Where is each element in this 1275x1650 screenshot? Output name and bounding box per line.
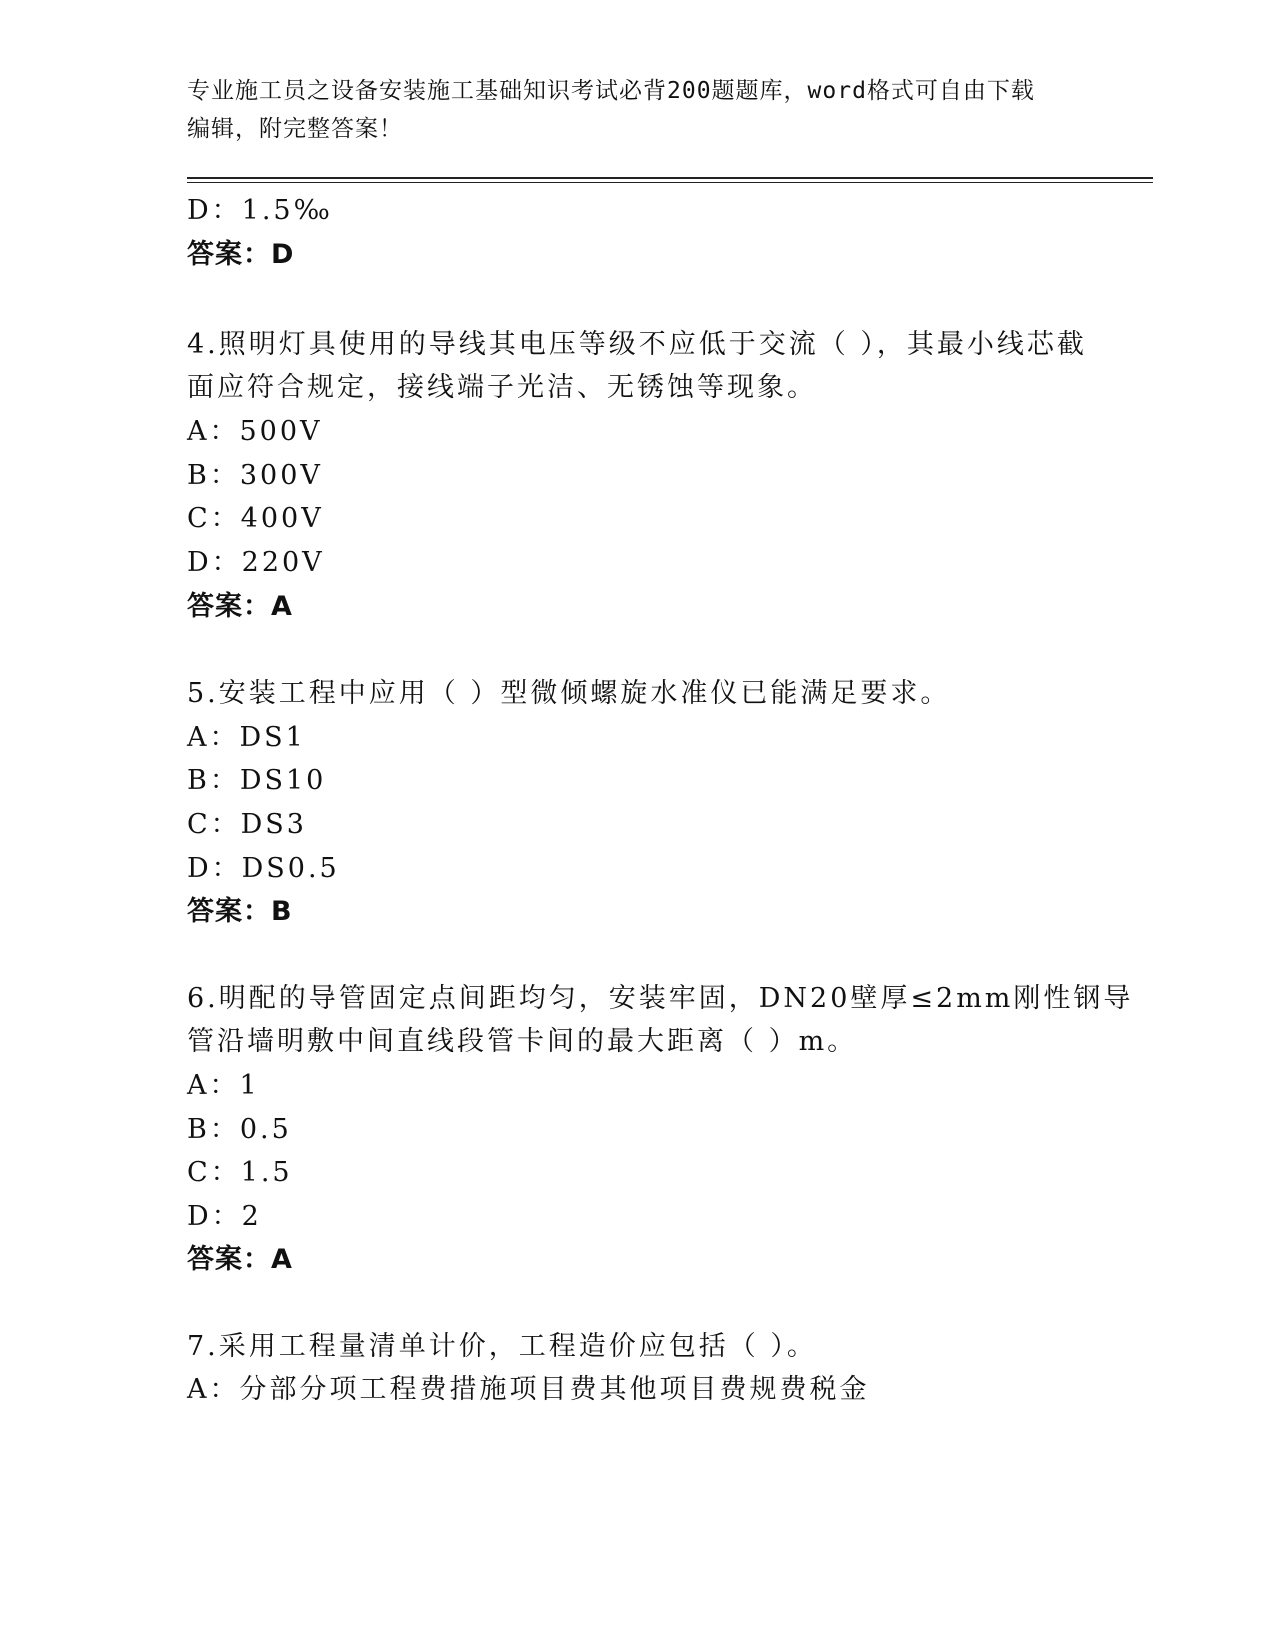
q7-option-a: A：分部分项工程费措施项目费其他项目费规费税金	[187, 1374, 870, 1405]
q5-option-b: B：DS10	[187, 765, 327, 796]
q3-option-d: D：1.5‰	[187, 195, 333, 226]
q4-option-b: B：300V	[187, 460, 323, 491]
q4-answer: 答案：A	[187, 591, 293, 622]
header-divider-thick	[187, 177, 1153, 179]
q6-answer: 答案：A	[187, 1244, 293, 1275]
q5-option-a: A：DS1	[187, 722, 306, 753]
q5-option-d: D：DS0.5	[187, 853, 340, 884]
header-divider-thin	[187, 182, 1153, 183]
q5-option-c: C：DS3	[187, 809, 307, 840]
q4-stem-line2: 面应符合规定，接线端子光洁、无锈蚀等现象。	[187, 372, 817, 403]
q5-answer: 答案：B	[187, 896, 293, 927]
q3-answer: 答案：D	[187, 239, 295, 270]
header-title-line2: 编辑，附完整答案！	[187, 116, 403, 142]
q6-option-c: C：1.5	[187, 1157, 293, 1188]
header-title-line1: 专业施工员之设备安装施工基础知识考试必背200题题库，word格式可自由下载	[187, 78, 1035, 104]
q4-stem-line1: 4.照明灯具使用的导线其电压等级不应低于交流（ ），其最小线芯截	[187, 329, 1087, 360]
document-header	[187, 72, 1087, 148]
q4-option-c: C：400V	[187, 503, 324, 534]
q4-option-d: D：220V	[187, 547, 325, 578]
q4-option-a: A：500V	[187, 416, 323, 447]
q5-stem-line1: 5.安装工程中应用（ ）型微倾螺旋水准仪已能满足要求。	[187, 678, 951, 709]
q6-option-a: A：1	[187, 1070, 260, 1101]
q6-stem-line2: 管沿墙明敷中间直线段管卡间的最大距离（ ）m。	[187, 1026, 858, 1057]
q6-option-d: D：2	[187, 1201, 262, 1232]
q6-option-b: B：0.5	[187, 1114, 292, 1145]
q6-stem-line1: 6.明配的导管固定点间距均匀，安装牢固，DN20壁厚≤2mm刚性钢导	[187, 983, 1134, 1014]
q7-stem-line1: 7.采用工程量清单计价，工程造价应包括（ ）。	[187, 1331, 817, 1362]
